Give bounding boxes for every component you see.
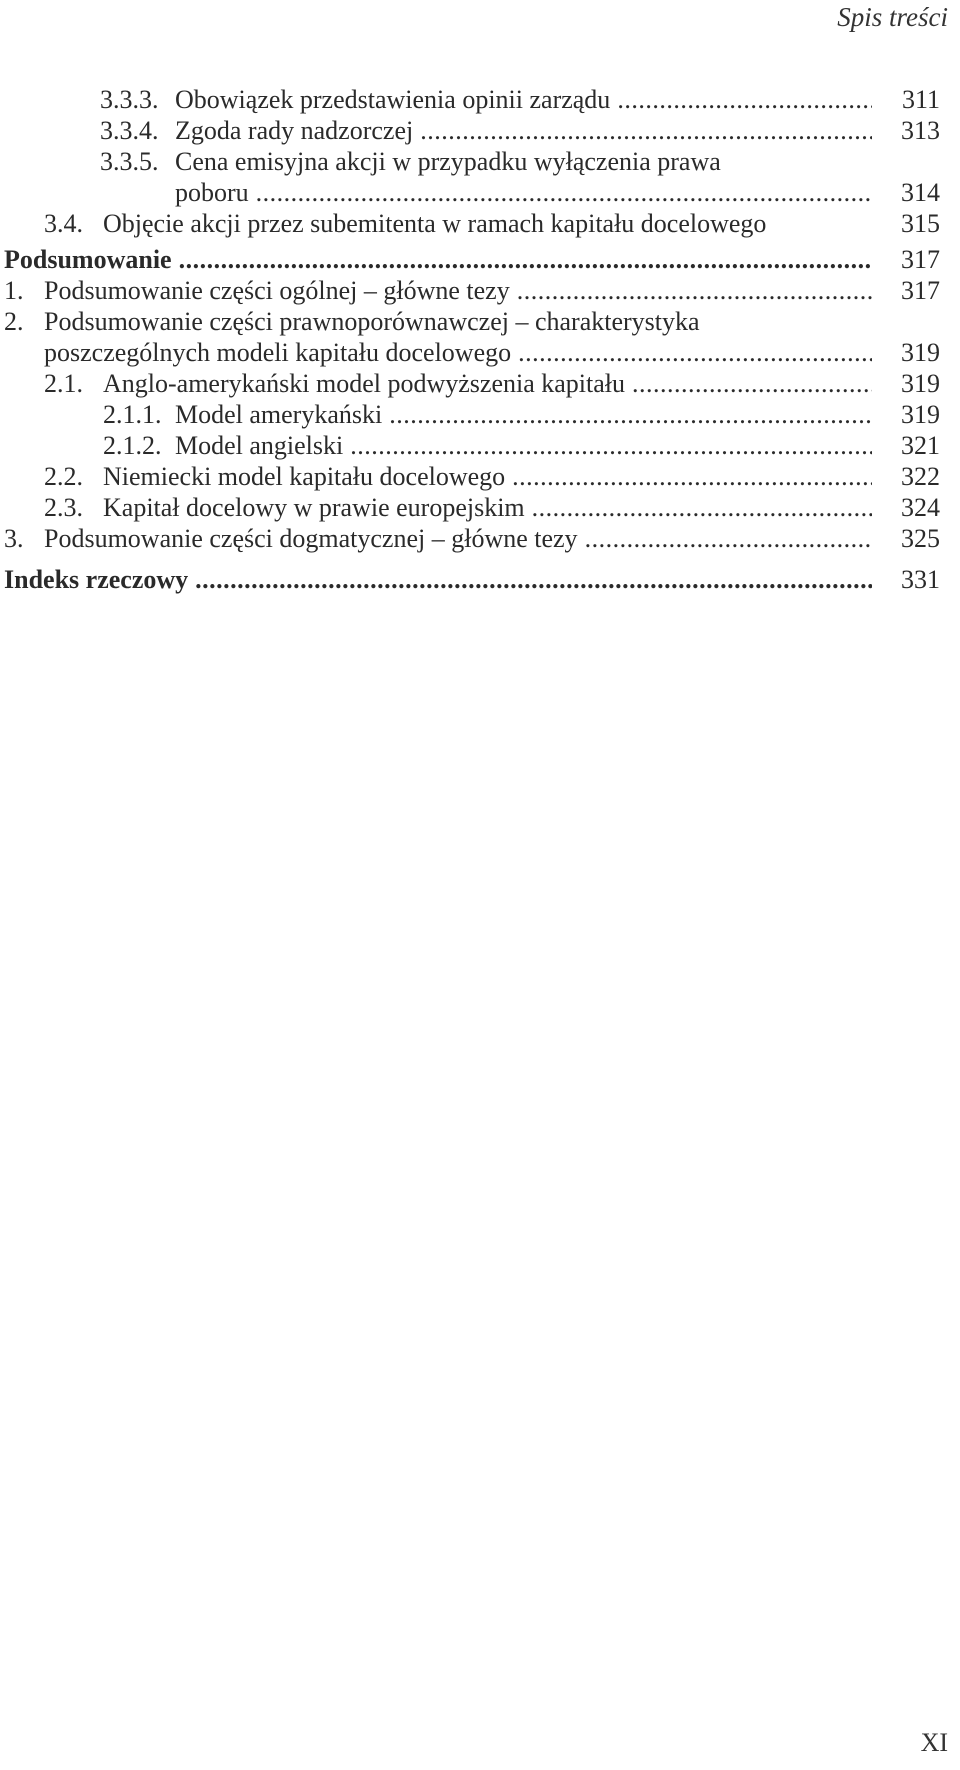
toc-entry-page: 325 — [901, 524, 940, 553]
toc-entry-page: 317 — [901, 245, 940, 274]
toc-entry-number: 2.1. — [44, 369, 83, 398]
toc-entry-page: 331 — [901, 565, 940, 594]
toc-entry-number: 2. — [4, 307, 24, 336]
toc-entry-title: Model angielski ..... — [175, 429, 872, 463]
toc-entry-number: 3. — [4, 524, 24, 553]
toc-entry-title: Indeks rzeczowy ..... — [4, 563, 872, 597]
toc-entry-page: 319 — [901, 400, 940, 429]
toc-entry-page: 322 — [901, 462, 940, 491]
toc-entry-page: 317 — [901, 276, 940, 305]
toc-entry-number: 3.3.4. — [100, 116, 159, 145]
toc-entry-title-continuation: poszczególnych modeli kapitału docelowego ..... — [44, 336, 872, 370]
toc-entry-title: Objęcie akcji przez subemitenta w ramach kapitału docelowego — [103, 209, 767, 238]
toc-entry-title: Kapitał docelowy w prawie europejskim ..... — [103, 491, 872, 525]
toc-entry-number: 3.3.5. — [100, 147, 159, 176]
page-number: XI — [920, 1728, 948, 1757]
toc-entry-number: 2.1.2. — [103, 431, 162, 460]
toc-entry-title: Cena emisyjna akcji w przypadku wyłączenia prawa — [175, 147, 721, 176]
toc-entry-page: 315 — [901, 209, 940, 238]
toc-entry-page: 324 — [901, 493, 940, 522]
toc-entry-number: 1. — [4, 276, 24, 305]
toc-entry-title: Podsumowanie ..... — [4, 243, 872, 277]
toc-entry-title: Podsumowanie części prawnoporównawczej – charakterystyka — [44, 307, 700, 336]
toc-entry-number: 2.3. — [44, 493, 83, 522]
toc-entry-title: Model amerykański ..... — [175, 398, 872, 432]
toc-entry-page: 321 — [901, 431, 940, 460]
toc-entry-title: Niemiecki model kapitału docelowego ..... — [103, 460, 872, 494]
table-of-contents — [0, 83, 960, 683]
toc-entry-title: Podsumowanie części dogmatycznej – główne tezy ..... — [44, 522, 872, 556]
toc-entry-title: Zgoda rady nadzorczej ..... — [175, 114, 872, 148]
toc-entry-title: Anglo-amerykański model podwyższenia kapitału ..... — [103, 367, 872, 401]
toc-entry-title-continuation: poboru ..... — [175, 176, 872, 210]
toc-entry-number: 2.1.1. — [103, 400, 162, 429]
toc-entry-page: 319 — [901, 369, 940, 398]
toc-entry-page: 311 — [901, 85, 940, 114]
toc-entry-page: 319 — [901, 338, 940, 367]
toc-entry-page: 314 — [901, 178, 940, 207]
running-head: Spis treści — [837, 2, 948, 32]
toc-entry-number: 3.4. — [44, 209, 83, 238]
toc-entry-number: 2.2. — [44, 462, 83, 491]
toc-entry-number: 3.3.3. — [100, 85, 159, 114]
toc-entry-title: Podsumowanie części ogólnej – główne tezy ..... — [44, 274, 872, 308]
toc-entry-title: Obowiązek przedstawienia opinii zarządu ..... — [175, 83, 872, 117]
toc-entry-page: 313 — [901, 116, 940, 145]
